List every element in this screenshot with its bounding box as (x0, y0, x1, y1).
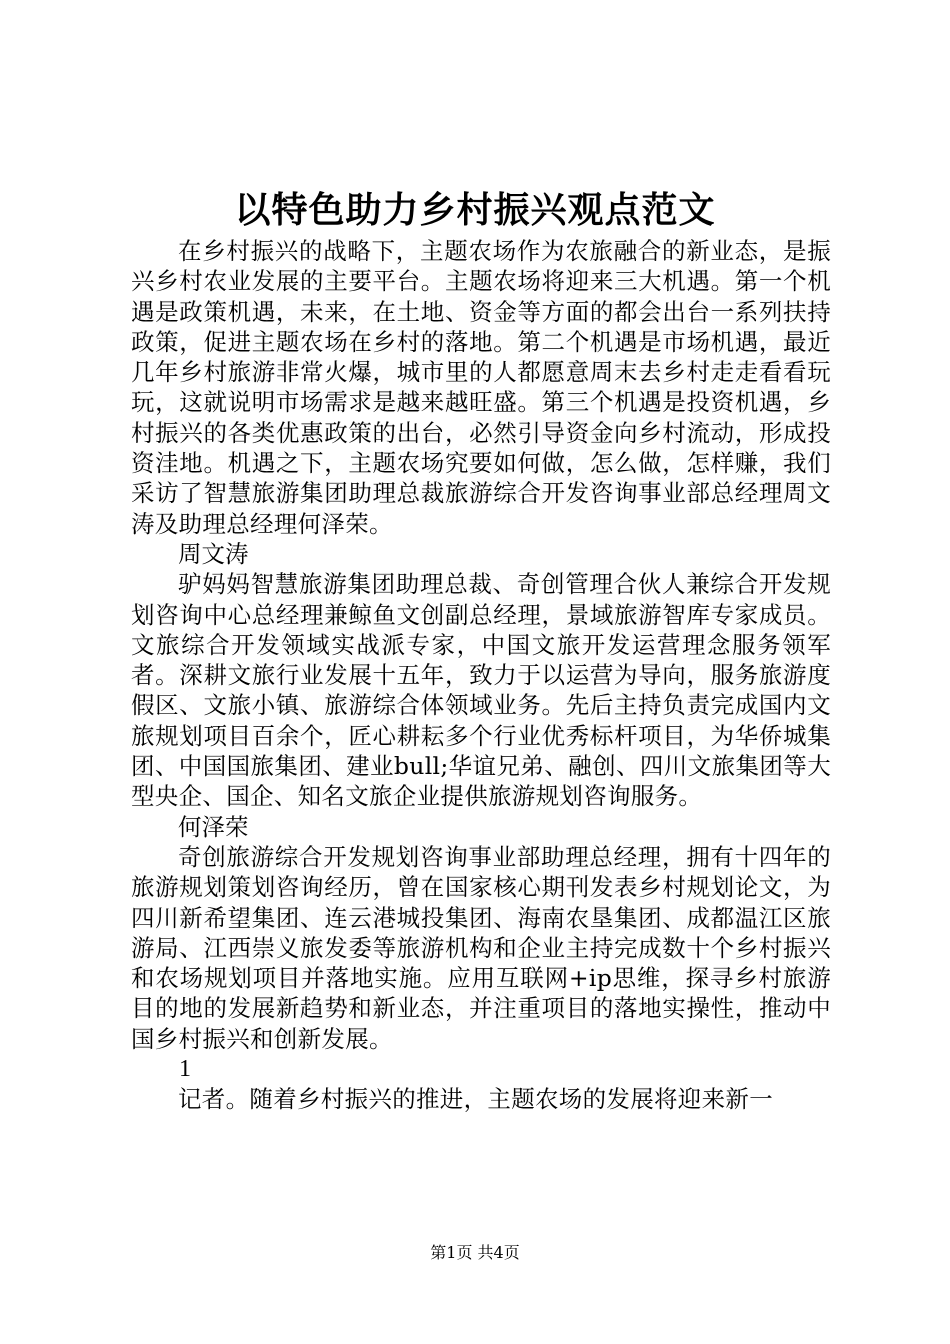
paragraph-intro: 在乡村振兴的战略下，主题农场作为农旅融合的新业态，是振兴乡村农业发展的主要平台。主题农场将迎来三大机遇。第一个机遇是政策机遇，未来，在土地、资金等方面的都会出台一系列扶持政策，促进主题农场在乡村的落地。第二个机遇是市场机遇，最近几年乡村旅游非常火爆，城市里的人都愿意周末去乡村走走看看玩玩，这就说明市场需求是越来越旺盛。第三个机遇是投资机遇，乡村振兴的各类优惠政策的出台，必然引导资金向乡村流动，形成投资洼地。机遇之下，主题农场究要如何做，怎么做，怎样赚，我们采访了智慧旅游集团助理总裁旅游综合开发咨询事业部总经理周文涛及助理总经理何泽荣。 (131, 237, 831, 538)
section-number: 1 (179, 1056, 191, 1083)
document-body (131, 236, 831, 1115)
page-footer: 第1页 共4页 (430, 1243, 520, 1262)
paragraph-reporter: 记者。随着乡村振兴的推进，主题农场的发展将迎来新一 (178, 1085, 773, 1114)
document-title: 以特色助力乡村振兴观点范文 (234, 189, 716, 231)
person-name-he: 何泽荣 (178, 812, 249, 841)
person-name-zhou: 周文涛 (178, 539, 249, 568)
paragraph-he-bio: 奇创旅游综合开发规划咨询事业部助理总经理，拥有十四年的旅游规划策划咨询经历，曾在国家核心期刊发表乡村规划论文，为四川新希望集团、连云港城投集团、海南农垦集团、成都温江区旅游局、江西崇义旅发委等旅游机构和企业主持完成数十个乡村振兴和农场规划项目并落地实施。应用互联网+ip思维，探寻乡村旅游目的地的发展新趋势和新业态，并注重项目的落地实操性，推动中国乡村振兴和创新发展。 (131, 842, 831, 1053)
paragraph-zhou-bio: 驴妈妈智慧旅游集团助理总裁、奇创管理合伙人兼综合开发规划咨询中心总经理兼鲸鱼文创副总经理，景域旅游智库专家成员。文旅综合开发领域实战派专家，中国文旅开发运营理念服务领军者。深耕文旅行业发展十五年，致力于以运营为导向，服务旅游度假区、文旅小镇、旅游综合体领域业务。先后主持负责完成国内文旅规划项目百余个，匠心耕耘多个行业优秀标杆项目，为华侨城集团、中国国旅集团、建业bull;华谊兄弟、融创、四川文旅集团等大型央企、国企、知名文旅企业提供旅游规划咨询服务。 (131, 570, 831, 811)
